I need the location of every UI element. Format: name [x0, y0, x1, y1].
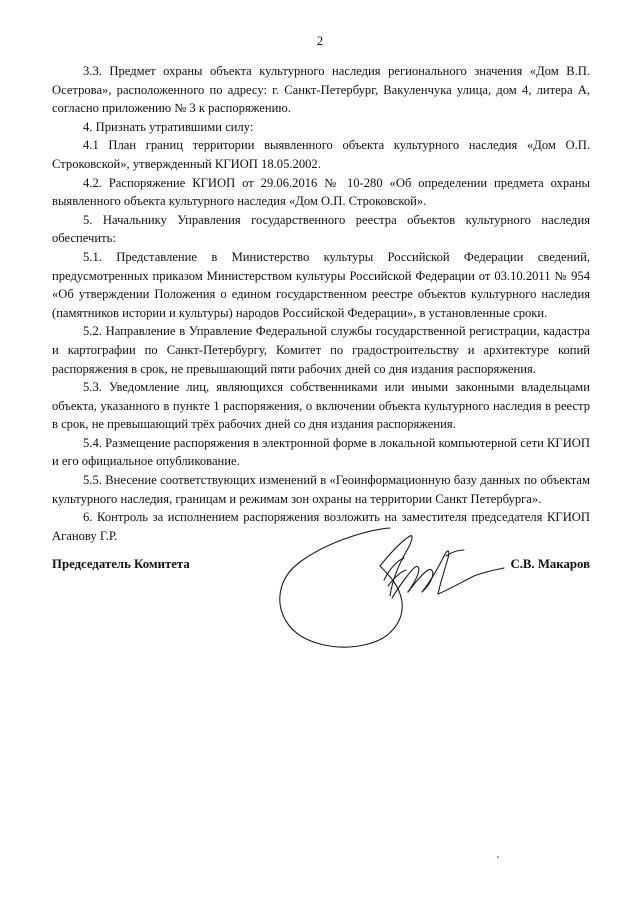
handwritten-signature [272, 520, 512, 655]
paragraph-5-4: 5.4. Размещение распоряжения в электронной форме в локальной компьютерной сети КГИОП и его официальное опубликование. [52, 435, 590, 469]
paragraph-5-1: 5.1. Представление в Министерство культуры Российской Федерации сведений, предусмотренных приказом Министерством культуры Российской Федерации от 03.10.2011 № 954 «Об утверждении Положения о едином государственном реестре объектов культурного наследия (памятников истории и культуры) народов Российской Федерации», в установленные сроки. [52, 249, 590, 320]
document-body [52, 62, 590, 545]
paragraph-4-1: 4.1 План границ территории выявленного объекта культурного наследия «Дом О.П. Строковской», утвержденный КГИОП 18.05.2002. [52, 138, 590, 171]
paragraph-6: 6. Контроль за исполнением распоряжения возложить на заместителя председателя КГИОП Аганову Г.Р. [52, 510, 590, 543]
paragraph-5-3: 5.3. Уведомление лиц, являющихся собственниками или иными законными владельцами объекта, указанного в пункте 1 распоряжения, о включении объекта культурного наследия в реестр в срок, не превышающий трёх рабочих дней со дня издания распоряжения. [52, 380, 590, 432]
scan-speck [497, 856, 499, 858]
paragraph-4: 4. Признать утратившими силу: [83, 119, 254, 134]
signatory-name: С.В. Макаров [510, 557, 590, 571]
page-number: 2 [316, 34, 324, 48]
paragraph-5-2: 5.2. Направление в Управление Федеральной службы государственной регистрации, кадастра и картографии по Санкт-Петербургу, Комитет по градостроительству и архитектуре копий распоряжения в срок, не превышающий пяти рабочих дней со дня издания распоряжения. [52, 324, 590, 376]
paragraph-3-3: 3.3. Предмет охраны объекта культурного наследия регионального значения «Дом В.П. Осетрова», расположенного по адресу: г. Санкт-Петербург, Вакуленчука улица, дом 4, литера А, согласно приложению № 3 к распоряжению. [52, 64, 590, 116]
paragraph-4-2: 4.2. Распоряжение КГИОП от 29.06.2016 № 10-280 «Об определении предмета охраны выявленного объекта культурного наследия «Дом О.П. Строковской». [52, 175, 590, 209]
signatory-title: Председатель Комитета [52, 557, 190, 571]
paragraph-5: 5. Начальнику Управления государственного реестра объектов культурного наследия обеспечить: [52, 212, 590, 246]
paragraph-5-5: 5.5. Внесение соответствующих изменений в «Геоинформационную базу данных по объектам культурного наследия, границам и режимам зон охраны на территории Санкт Петербурга». [52, 473, 590, 506]
